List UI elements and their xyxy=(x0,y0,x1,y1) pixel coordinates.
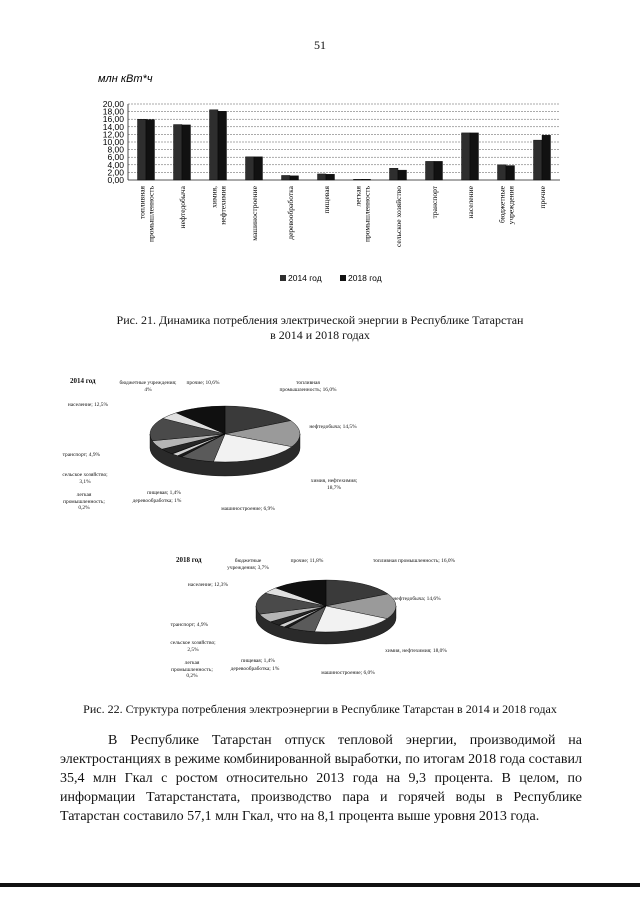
y-tick-label: 20,00 xyxy=(102,99,124,109)
pie-label: легкая промышленность; 0,2% xyxy=(63,492,105,511)
figure22-caption: Рис. 22. Структура потребления электроэнергии в Республике Татарстан в 2014 и 2018 годах xyxy=(83,702,557,716)
pie-label: пищевая; 1,4% xyxy=(241,658,275,664)
y-tick-label: 10,00 xyxy=(102,137,124,147)
bar-2014 xyxy=(282,175,291,180)
page-number: 51 xyxy=(314,38,326,52)
pie-label: топливная промышленность; 16,0% xyxy=(372,558,456,564)
bar-2018 xyxy=(218,111,227,180)
pie-label: машиностроение; 6,0% xyxy=(321,670,375,676)
x-tick-label-line: нефтехимия xyxy=(218,186,228,225)
y-tick-label: 18,00 xyxy=(102,106,124,117)
pie-label: население; 12,3% xyxy=(187,582,228,588)
x-tick-label xyxy=(538,185,547,208)
paragraph-text: В Республике Татарстан отпуск тепловой энергии, производимой на электростанциях в режиме комбинированной выработки, по итогам 2018 года составил 35,4 млн Гкал с ростом относительно 2013 года на 9,3 процента. В целом, по информации Татарстанстата, производство пара и горячей воды в Республике Татарстан составило 57,1 млн Гкал, что на 8,1 процента выше уровня 2013 года. xyxy=(60,733,582,824)
body-paragraph xyxy=(60,731,582,826)
figure21-caption-line2: в 2014 и 2018 годах xyxy=(270,328,370,342)
y-tick-label: 12,00 xyxy=(102,129,124,140)
bar-2018 xyxy=(470,133,479,180)
x-tick-label-line: бюджетные xyxy=(497,186,507,223)
pie-label: деревообработка; 1% xyxy=(132,498,182,504)
pie-label: нефтедобыча; 14,6% xyxy=(393,596,441,602)
x-tick-label-line: деревообработка xyxy=(286,186,295,240)
pie-label: сельское хозяйство; 3,1% xyxy=(62,472,108,485)
legend-swatch xyxy=(280,275,286,281)
x-tick-label-line: пищевая xyxy=(322,186,331,214)
pie-svg xyxy=(60,372,380,522)
x-tick-label-line: промышленность xyxy=(362,186,372,242)
bar-2018 xyxy=(326,174,335,180)
x-tick-label-line: химия, xyxy=(209,186,219,208)
pie-label: транспорт; 4,9% xyxy=(62,452,100,458)
bar-2018 xyxy=(254,157,263,180)
pie-chart-2014 xyxy=(60,372,380,522)
x-tick-label-line: нефтедобыча xyxy=(178,186,187,229)
y-tick-label: 16,00 xyxy=(102,114,124,125)
pie-title: 2014 год xyxy=(70,377,96,385)
pie-label: химия, нефтехимия; 18,0% xyxy=(385,648,447,654)
pie-label: легкая промышленность; 0,2% xyxy=(171,660,213,679)
y-tick-label: 0,00 xyxy=(107,175,124,185)
bar-2018 xyxy=(398,170,407,180)
pie-label: нефтедобыча; 14,5% xyxy=(309,424,357,430)
bar-2018 xyxy=(146,120,155,180)
bar-2018 xyxy=(542,135,551,180)
bar-2018 xyxy=(434,161,443,180)
pie-label: химия, нефтехимия; 18,7% xyxy=(310,478,358,491)
x-tick-label-line: транспорт xyxy=(430,186,439,219)
x-tick-label-line: промышленность xyxy=(146,186,156,242)
bar-2014 xyxy=(138,119,147,180)
pie-label: бюджетные учреждения; 4% xyxy=(119,380,177,393)
x-tick-label xyxy=(322,185,331,213)
pie-label: транспорт; 4,9% xyxy=(170,622,208,628)
pie-label: топливная промышленность; 16,0% xyxy=(279,380,337,393)
legend-swatch xyxy=(340,275,346,281)
bar-2014 xyxy=(318,174,327,180)
y-tick-label: 2,00 xyxy=(107,167,124,178)
bar-2014 xyxy=(174,125,183,180)
pie-label: население; 12,5% xyxy=(67,402,108,408)
bar-2018 xyxy=(182,125,191,180)
x-tick-label xyxy=(394,186,403,247)
x-tick-label-line: машиностроение xyxy=(250,186,259,241)
pie-title: 2018 год xyxy=(176,556,202,564)
legend-label: 2014 год xyxy=(288,273,322,283)
figure21-caption-line1: Рис. 21. Динамика потребления электрической энергии в Республике Татарстан xyxy=(116,313,524,327)
pie-label: прочие; 10,6% xyxy=(186,380,220,386)
x-tick-label-line: прочие xyxy=(538,186,547,209)
x-tick-label-line: сельское хозяйство xyxy=(394,186,403,248)
x-tick-label-line: легкая xyxy=(353,186,363,207)
y-axis-title: млн кВт*ч xyxy=(98,73,153,85)
x-tick-label xyxy=(178,185,187,228)
bar-2014 xyxy=(390,168,399,180)
y-tick-label: 14,00 xyxy=(102,121,124,132)
pie-label: деревообработка; 1% xyxy=(230,666,280,672)
bar-chart xyxy=(60,70,580,292)
x-tick-label xyxy=(354,185,372,242)
bar-2014 xyxy=(426,161,435,180)
x-tick-label xyxy=(138,185,156,242)
y-tick-label: 4,00 xyxy=(107,159,124,170)
bar-2014 xyxy=(498,165,507,180)
bar-2014 xyxy=(354,179,363,180)
x-tick-label xyxy=(430,185,439,218)
bar-2018 xyxy=(290,176,299,180)
pie-label: прочие; 11,8% xyxy=(290,558,324,564)
legend-label: 2018 год xyxy=(348,273,382,283)
pie-label: сельское хозяйство; 2,5% xyxy=(170,640,216,653)
bar-2014 xyxy=(210,110,219,180)
bar-2014 xyxy=(462,133,471,180)
bar-2018 xyxy=(362,179,371,180)
x-tick-label xyxy=(286,185,295,239)
x-tick-label xyxy=(250,185,259,240)
bar-2014 xyxy=(246,157,255,180)
x-tick-label xyxy=(466,185,475,218)
figure21-caption xyxy=(0,313,640,343)
bar-2018 xyxy=(506,166,515,180)
pie-label: машиностроение; 6,9% xyxy=(221,506,275,512)
y-tick-label: 8,00 xyxy=(107,144,124,155)
pie-label: бюджетные учреждения; 3,7% xyxy=(227,558,269,571)
bar-2014 xyxy=(534,140,543,180)
x-tick-label-line: население xyxy=(466,186,475,219)
bottom-rule xyxy=(0,883,640,887)
x-tick-label xyxy=(210,185,228,224)
x-tick-label-line: учреждения xyxy=(506,186,516,225)
y-tick-label: 6,00 xyxy=(107,152,124,163)
x-tick-label-line: топливная xyxy=(137,186,147,220)
pie-label: пищевая; 1,4% xyxy=(147,490,181,496)
pie-chart-2018 xyxy=(168,552,488,692)
x-tick-label xyxy=(498,185,516,224)
